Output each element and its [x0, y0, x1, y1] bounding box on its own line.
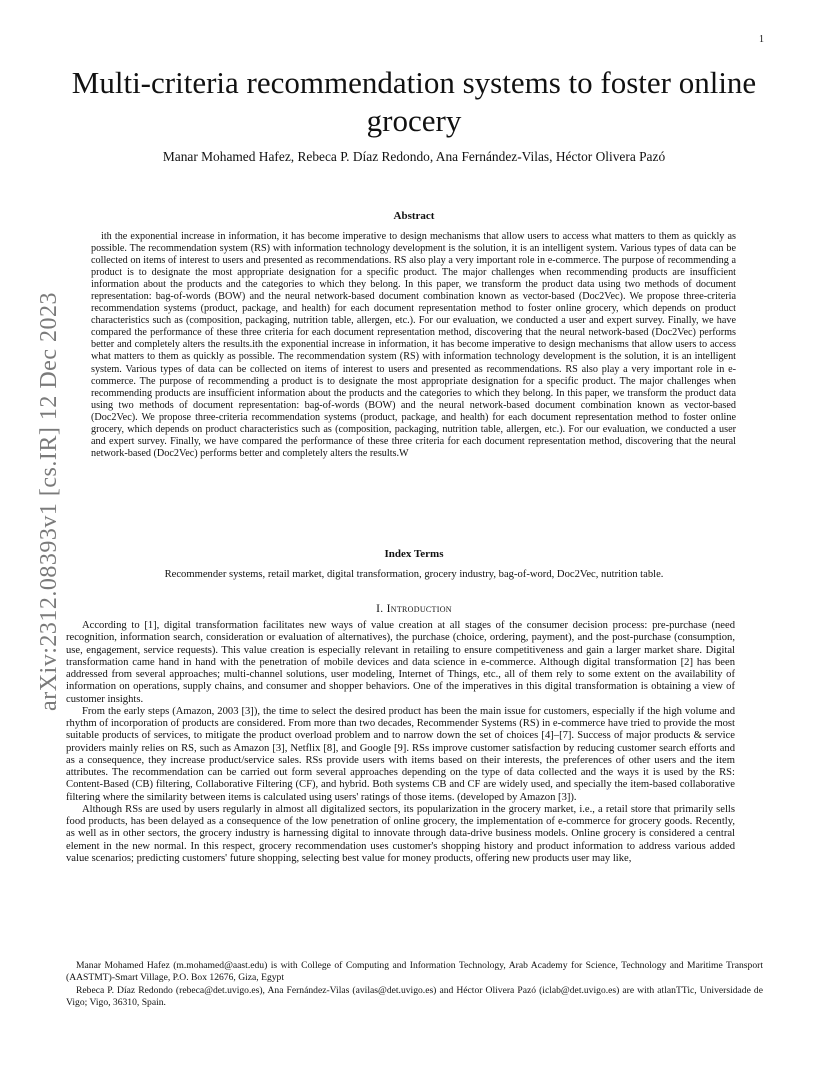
paper-title: Multi-criteria recommendation systems to foster online grocery — [71, 65, 757, 138]
section-body — [66, 620, 735, 865]
abstract-heading: Abstract — [393, 210, 435, 222]
index-terms: Recommender systems, retail market, digital transformation, grocery industry, bag-of-word, Doc2Vec, nutrition table. — [164, 569, 664, 580]
body-paragraph: From the early steps (Amazon, 2003 [3]), the time to select the desired product has been the main issue for customers, especially if the high volume and rhythm of incorporation of products are considered. From more than two decades, Recommender Systems (RS) in e-commerce have tried to provide the most suitable products of services, to mitigate the product overload problem and to narrow down the set of choices [4]–[7]. Success of major products & service providers mainly relies on RS, such as Amazon [3], Netflix [8], and Google [9]. RSs improve customer satisfaction by reducing customer search efforts and as a consequence, they increase product/service sales. RSs provide users with items based on their interests, the preferences of other users and the item attributes. The recommendation can be carried out form several approaches depending on the type of data collected and the ways it is used by the RS: Content-Based (CB) filtering, Collaborative Filtering (CF), and hybrid. Both systems CB and CF are widely used, and specially the item-based collaborative filtering where the similarity between items is calculated using users' ratings of those items. (developed by Amazon [3]). — [66, 705, 735, 803]
footnote: Manar Mohamed Hafez (m.mohamed@aast.edu) is with College of Computing and Information Technology, Arab Academy for Science, Technology and Maritime Transport (AASTMT)-Smart Village, P.O. Box 12676, Giza, Egypt — [66, 960, 763, 984]
page-number: 1 — [759, 34, 764, 45]
section-number: I. — [376, 603, 384, 615]
footnote: Rebeca P. Díaz Redondo (rebeca@det.uvigo.es), Ana Fernández-Vilas (avilas@det.uvigo.es) and Héctor Olivera Pazó (iclab@det.uvigo.es) are with atlanTTic, Universidade de Vigo; Vigo, 36310, Spain. — [66, 984, 763, 1009]
index-terms-heading: Index Terms — [384, 548, 444, 560]
body-paragraph: Although RSs are used by users regularly in almost all digitalized sectors, its popularization in the grocery market, i.e., a retail store that primarily sells food products, has been delayed as a consequence of the low penetration of online grocery, the implementation of e-commerce for grocery goods. Recently, as well as in other sectors, the grocery industry is harnessing digital to innovate through data-drive business models. Online grocery is considered a central element in the new normal. In this respect, grocery recommendation uses customer's shopping history and product information to address various added value scenarios; predicting customers' future shopping, selecting best value for money products, offering new products user may like, — [66, 803, 735, 864]
abstract-text: ith the exponential increase in information, it has become imperative to design mechanisms that allow users to access what matters to them as quickly as possible. The recommendation system (RS) with information technology development is the solution, it is an intelligent system. Various types of data can be collected on items of interest to users and presented as recommendations. RS also play a very important role in e-commerce. The purpose of recommending a product is to designate the most appropriate designation for a specific product. The major challenges when recommending products are insufficient information about the products and the categories to which they belong. In this paper, we transform the product data using two methods of document representation: bag-of-words (BOW) and the neural network-based document combination known as vector-based (Doc2Vec). We propose three-criteria recommendation systems (product, package, and health) for each document representation method to foster online grocery, which depends on product characteristics such as (composition, packaging, nutrition table, allergen, etc.). For our evaluation, we conducted a user and expert survey. Finally, we have compared the performance of these three criteria for each document representation method, discovering that the neural network-based (Doc2Vec) performs better and completely alters the results.ith the exponential increase in information, it has become imperative to design mechanisms that allow users to access what matters to them as quickly as possible. The recommendation system (RS) with information technology development is the solution, it is an intelligent system. Various types of data can be collected on items of interest to users and presented as recommendations. RS also play a very important role in e-commerce. The purpose of recommending a product is to designate the most appropriate designation for a specific product. The major challenges when recommending products are insufficient information about the products and the categories to which they belong. In this paper, we transform the product data using two methods of document representation: bag-of-words (BOW) and the neural network-based document combination known as vector-based (Doc2Vec). We propose three-criteria recommendation systems (product, package, and health) for each document representation method to foster online grocery, which depends on product characteristics such as (composition, packaging, nutrition table, allergen, etc.). For our evaluation, we conducted a user and expert survey. Finally, we have compared the performance of these three criteria for each document representation method, discovering that the neural network-based (Doc2Vec) performs better and completely alters the results.W — [91, 231, 736, 459]
arxiv-identifier-stamp: arXiv:2312.08393v1 [cs.IR] 12 Dec 2023 — [36, 292, 62, 711]
section-title: Introduction — [386, 603, 452, 615]
author-list: Manar Mohamed Hafez, Rebeca P. Díaz Redondo, Ana Fernández-Vilas, Héctor Olivera Pazó — [162, 149, 666, 164]
footnotes — [66, 960, 763, 1010]
section-heading — [60, 603, 768, 615]
body-paragraph: According to [1], digital transformation facilitates new ways of value creation at all stages of the consumer decision process: pre-purchase (need recognition, information search, consideration or evaluation of alternatives), the purchase (choice, ordering, payment), and the post-purchase (consumption, use, engagement, service requests). This value creation is especially relevant in retailing to ensure competitiveness and gain a larger market share. Digital transformation came hand in hand with the penetration of mobile devices and data science in e-commerce. Although digital transformation [2] has been addressed from several approaches; multi-channel solutions, user modeling, Internet of Things, etc., all of them rely to some extent on the availability of information on operations, supply chains, and consumer and shopper behaviors. One of the imperatives in this digital transformation is obtaining a view of customer insights. — [66, 620, 735, 705]
